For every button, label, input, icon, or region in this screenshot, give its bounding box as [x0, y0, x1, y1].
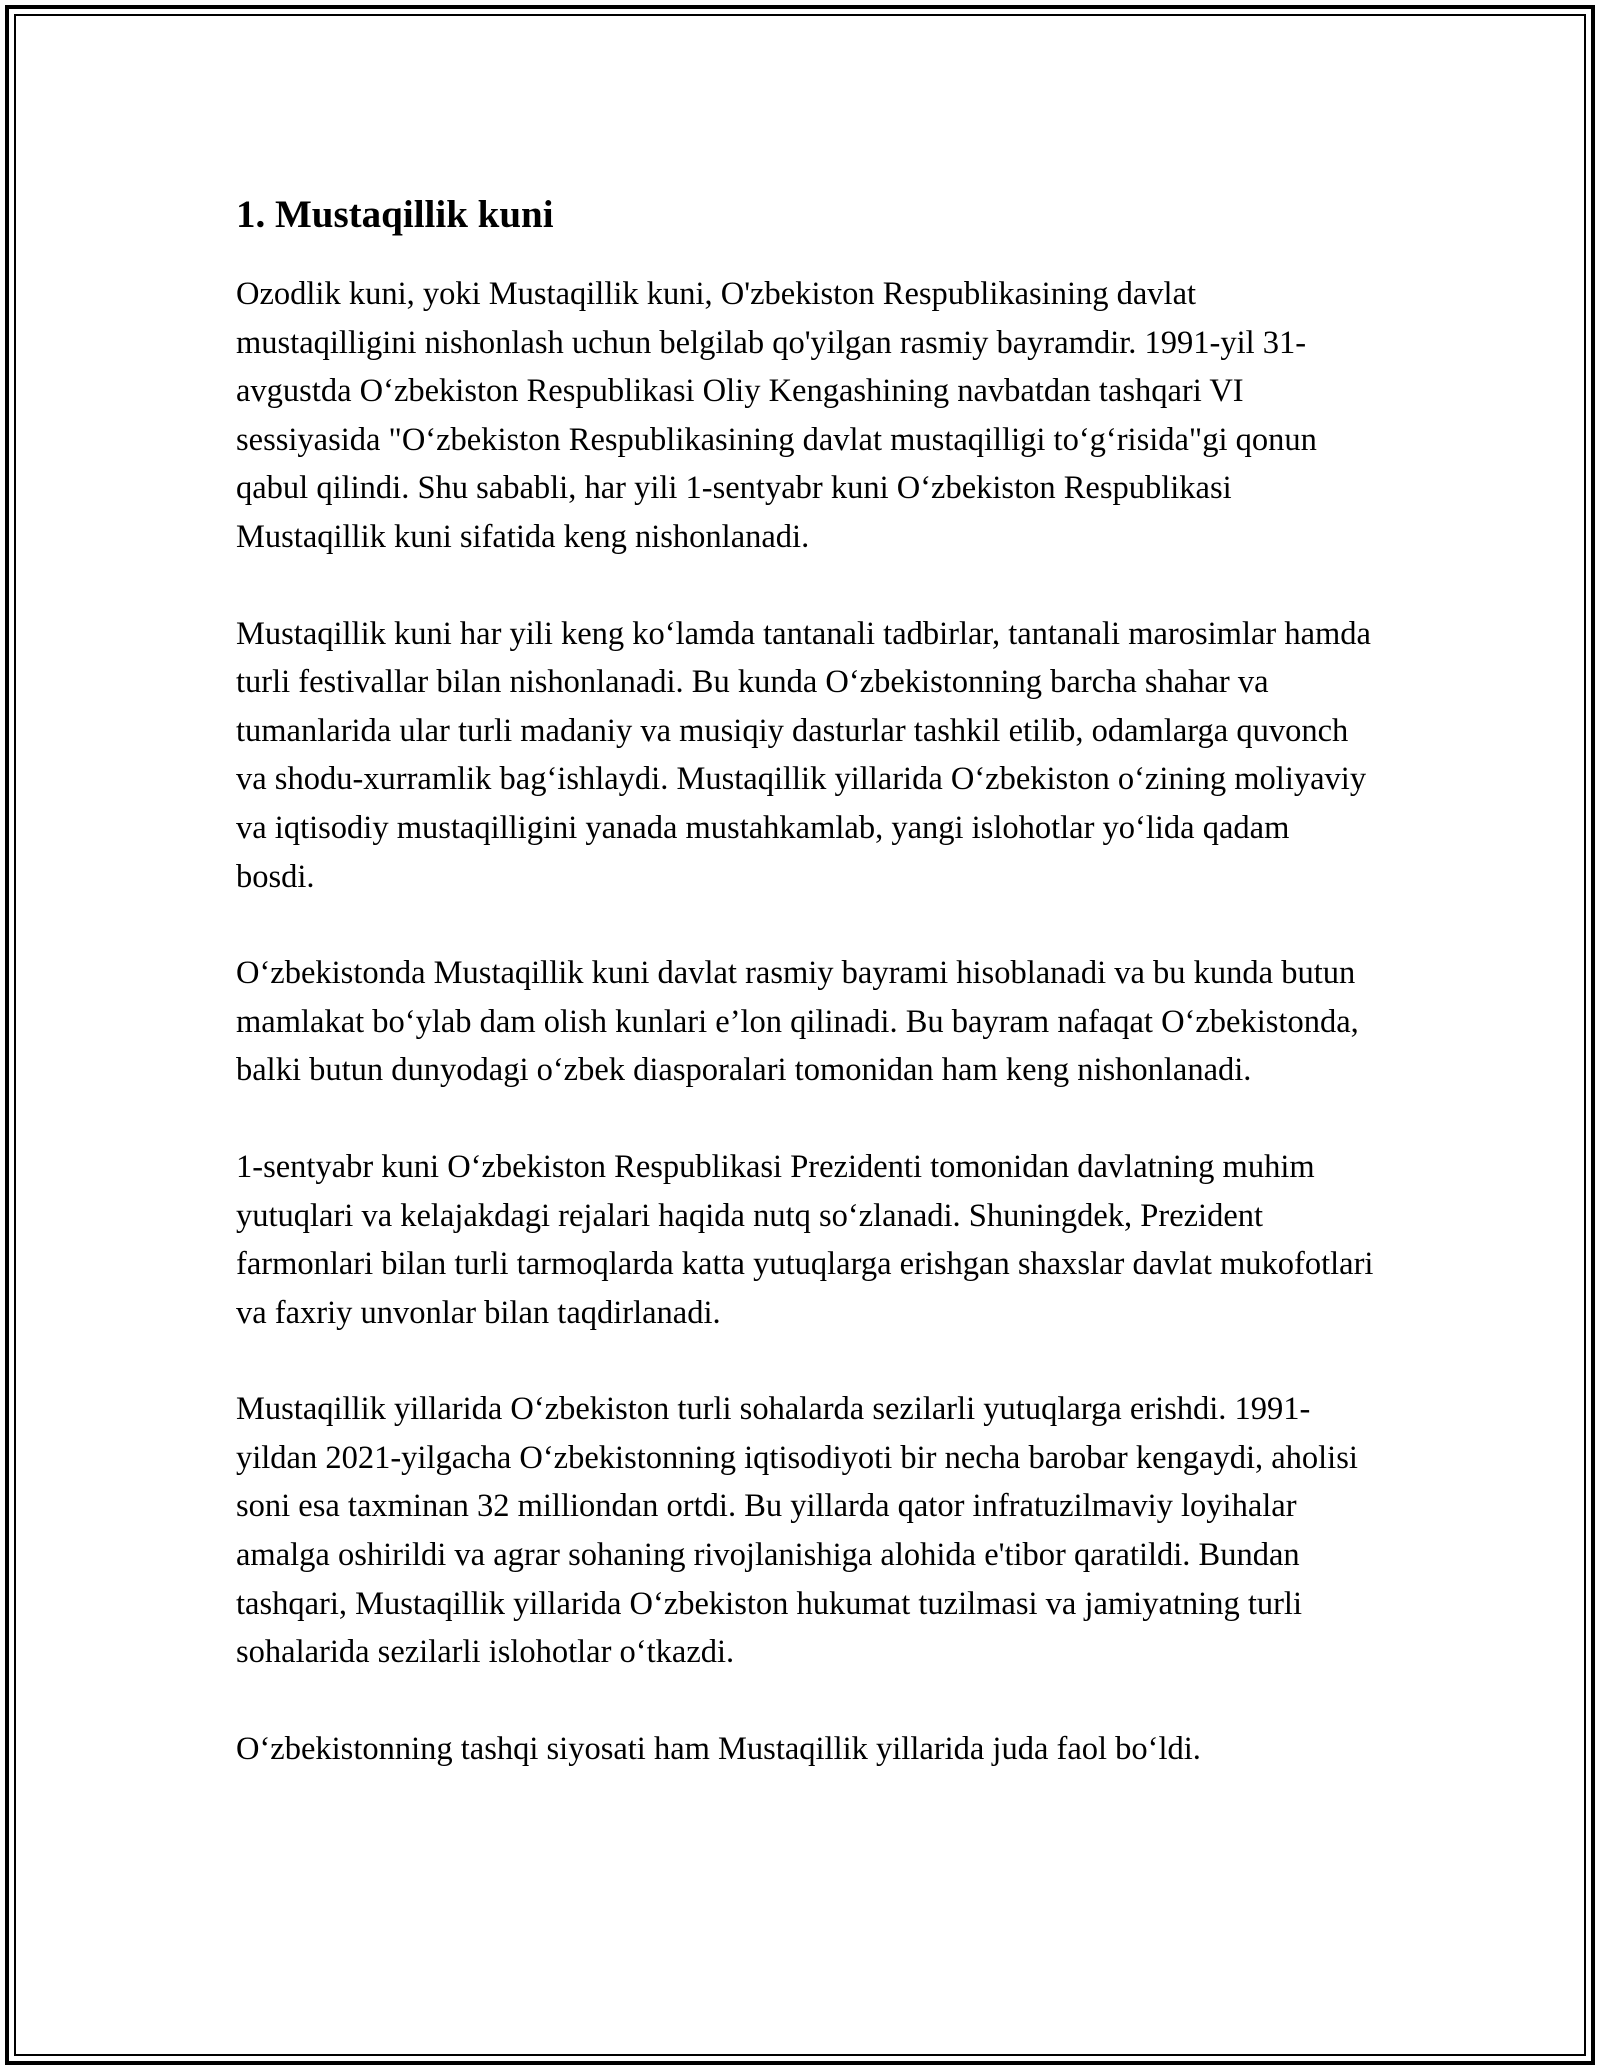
paragraph-3: O‘zbekistonda Mustaqillik kuni davlat rasmiy bayrami hisoblanadi va bu kunda butun mamlakat bo‘ylab dam olish kunlari e’lon qilinadi. Bu bayram nafaqat O‘zbekistonda, balki butun dunyodagi o‘zbek diasporalari tomonidan ham keng nishonlanadi. — [236, 955, 1359, 1089]
paragraph-6: O‘zbekistonning tashqi siyosati ham Mustaqillik yillarida juda faol bo‘ldi. — [236, 1730, 1201, 1767]
section-heading: 1. Mustaqillik kuni — [236, 193, 554, 236]
paragraph-4: 1-sentyabr kuni O‘zbekiston Respublikasi Prezidenti tomonidan davlatning muhim yutuqlari va kelajakdagi rejalari haqida nutq so‘zlanadi. Shuningdek, Prezident farmonlari bilan turli tarmoqlarda katta yutuqlarga erishgan shaxslar davlat mukofotlari va faxriy unvonlar bilan taqdirlanadi. — [236, 1148, 1374, 1331]
paragraph-1: Ozodlik kuni, yoki Mustaqillik kuni, O'zbekiston Respublikasining davlat mustaqilligini nishonlash uchun belgilab qo'yilgan rasmiy bayramdir. 1991-yil 31-avgustda O‘zbekiston Respublikasi Oliy Kengashining navbatdan tashqari VI sessiyasida "O‘zbekiston Respublikasining davlat mustaqilligi to‘g‘risida"gi qonun qabul qilindi. Shu sababli, har yili 1-sentyabr kuni O‘zbekiston Respublikasi Mustaqillik kuni sifatida keng nishonlanadi. — [236, 276, 1317, 555]
document-body — [236, 190, 1376, 1821]
paragraph-5: Mustaqillik yillarida O‘zbekiston turli sohalarda sezilarli yutuqlarga erishdi. 1991-yildan 2021-yilgacha O‘zbekistonning iqtisodiyoti bir necha barobar kengaydi, aholisi soni esa taxminan 32 milliondan ortdi. Bu yillarda qator infratuzilmaviy loyihalar amalga oshirildi va agrar sohaning rivojlanishiga alohida e'tibor qaratildi. Bundan tashqari, Mustaqillik yillarida O‘zbekiston hukumat tuzilmasi va jamiyatning turli sohalarida sezilarli islohotlar o‘tkazdi. — [236, 1391, 1358, 1671]
paragraph-2: Mustaqillik kuni har yili keng ko‘lamda tantanali tadbirlar, tantanali marosimlar hamda turli festivallar bilan nishonlanadi. Bu kunda O‘zbekistonning barcha shahar va tumanlarida ular turli madaniy va musiqiy dasturlar tashkil etilib, odamlarga quvonch va shodu-xurramlik bag‘ishlaydi. Mustaqillik yillarida O‘zbekiston o‘zining moliyaviy va iqtisodiy mustaqilligini yanada mustahkamlab, yangi islohotlar yo‘lida qadam bosdi. — [236, 615, 1371, 895]
